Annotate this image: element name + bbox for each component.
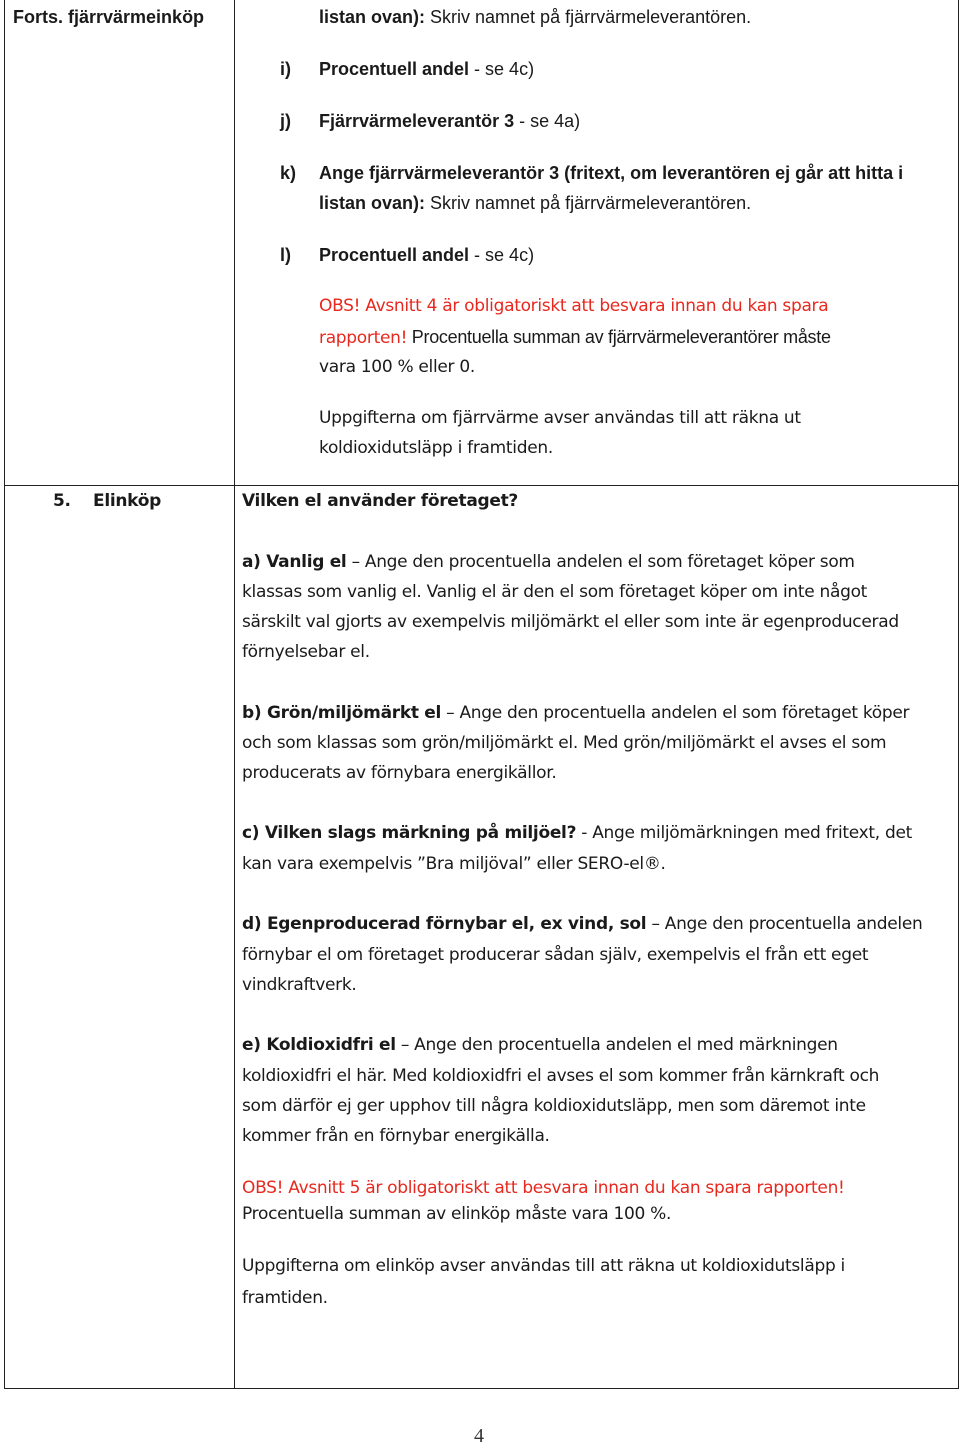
section5-question: Vilken el använder företaget? <box>242 491 518 511</box>
item-c-line1 <box>242 823 912 843</box>
section5-title: Elinköp <box>93 491 161 511</box>
item-d-line1 <box>242 914 923 934</box>
item-text-j <box>319 111 580 132</box>
item-rest-k: Skriv namnet på fjärrvärmeleverantören. <box>425 193 752 213</box>
section5-note-line2: framtiden. <box>242 1288 328 1308</box>
continuation-bold: listan ovan): <box>319 7 426 27</box>
section4-obs-line3: vara 100 % eller 0. <box>319 357 475 377</box>
item-bold-k-line2: listan ovan): <box>319 193 426 213</box>
item-rest-j: - se 4a) <box>514 111 581 131</box>
item-b-line3: producerats av förnybara energikällor. <box>242 763 557 783</box>
item-a-line3: särskilt val gjorts av exempelvis miljömärkt el eller som inte är egenproducerad <box>242 612 899 632</box>
item-d-line2: förnybar el om företaget producerar sådan själv, exempelvis el från ett eget <box>242 945 869 965</box>
item-a-line2: klassas som vanlig el. Vanlig el är den el som företaget köper om inte något <box>242 582 868 602</box>
item-label-i: i) <box>280 59 291 79</box>
continuation-line <box>319 7 751 28</box>
item-bold-i: Procentuell andel <box>319 59 470 79</box>
item-bold-l: Procentuell andel <box>319 245 470 265</box>
section4-obs-line2 <box>319 327 831 348</box>
section4-obs-red: rapporten! <box>319 328 408 348</box>
continuation-rest: Skriv namnet på fjärrvärmeleverantören. <box>425 7 752 27</box>
section4-obs-line1: OBS! Avsnitt 4 är obligatoriskt att besvara innan du kan spara <box>319 296 829 316</box>
item-e-line3: som därför ej ger upphov till några koldioxidutsläpp, men som däremot inte <box>242 1096 866 1116</box>
section5-note-line1: Uppgifterna om elinköp avser användas till att räkna ut koldioxidutsläpp i <box>242 1256 845 1276</box>
item-a-line4: förnyelsebar el. <box>242 642 370 662</box>
item-b-text1: – Ange den procentuella andelen el som företaget köper <box>441 703 910 723</box>
item-text-l <box>319 245 534 266</box>
item-e-line4: kommer från en förnybar energikälla. <box>242 1126 550 1146</box>
item-e-line1 <box>242 1035 838 1055</box>
left-cell-title: Forts. fjärrvärmeinköp <box>13 7 205 27</box>
section4-obs-dark: Procentuella summan av fjärrvärmeleverantörer måste <box>407 327 831 347</box>
column-divider <box>234 0 235 1389</box>
item-c-bold: c) Vilken slags märkning på miljöel? <box>242 823 577 843</box>
item-rest-i: - se 4c) <box>469 59 535 79</box>
section4-note-line2: koldioxidutsläpp i framtiden. <box>319 438 553 458</box>
item-rest-l: - se 4c) <box>469 245 535 265</box>
section5-obs-dark: Procentuella summan av elinköp måste vara 100 %. <box>242 1204 672 1224</box>
item-bold-k-line1: Ange fjärrvärmeleverantör 3 (fritext, om leverantören ej går att hitta i <box>319 163 904 183</box>
item-a-bold: a) Vanlig el <box>242 552 347 572</box>
item-e-bold: e) Koldioxidfri el <box>242 1035 396 1055</box>
item-d-line3: vindkraftverk. <box>242 975 357 995</box>
item-bold-j: Fjärrvärmeleverantör 3 <box>319 111 515 131</box>
item-e-text1: – Ange den procentuella andelen el med märkningen <box>395 1035 838 1055</box>
item-label-j: j) <box>280 111 291 131</box>
item-text-i <box>319 59 534 80</box>
item-b-bold: b) Grön/miljömärkt el <box>242 703 442 723</box>
item-c-text1: - Ange miljömärkningen med fritext, det <box>576 823 912 843</box>
item-a-text1: – Ange den procentuella andelen el som företaget köper som <box>346 552 855 572</box>
item-e-line2: koldioxidfri el här. Med koldioxidfri el avses el som kommer från kärnkraft och <box>242 1066 880 1086</box>
section5-obs-red: OBS! Avsnitt 5 är obligatoriskt att besvara innan du kan spara rapporten! <box>242 1178 845 1198</box>
item-c-line2: kan vara exempelvis ”Bra miljöval” eller SERO-el®. <box>242 854 666 874</box>
item-d-text1: – Ange den procentuella andelen <box>646 914 923 934</box>
item-text-k-line2 <box>319 193 751 214</box>
row-divider <box>5 485 958 486</box>
item-label-k: k) <box>280 163 297 183</box>
section4-note-line1: Uppgifterna om fjärrvärme avser användas till att räkna ut <box>319 408 801 428</box>
page-number: 4 <box>474 1425 484 1447</box>
item-d-bold: d) Egenproducerad förnybar el, ex vind, sol <box>242 914 647 934</box>
item-b-line2: och som klassas som grön/miljömärkt el. Med grön/miljömärkt el avses el som <box>242 733 887 753</box>
item-b-line1 <box>242 703 909 723</box>
item-a-line1 <box>242 552 855 572</box>
section5-number: 5. <box>53 491 71 511</box>
item-label-l: l) <box>280 245 291 265</box>
